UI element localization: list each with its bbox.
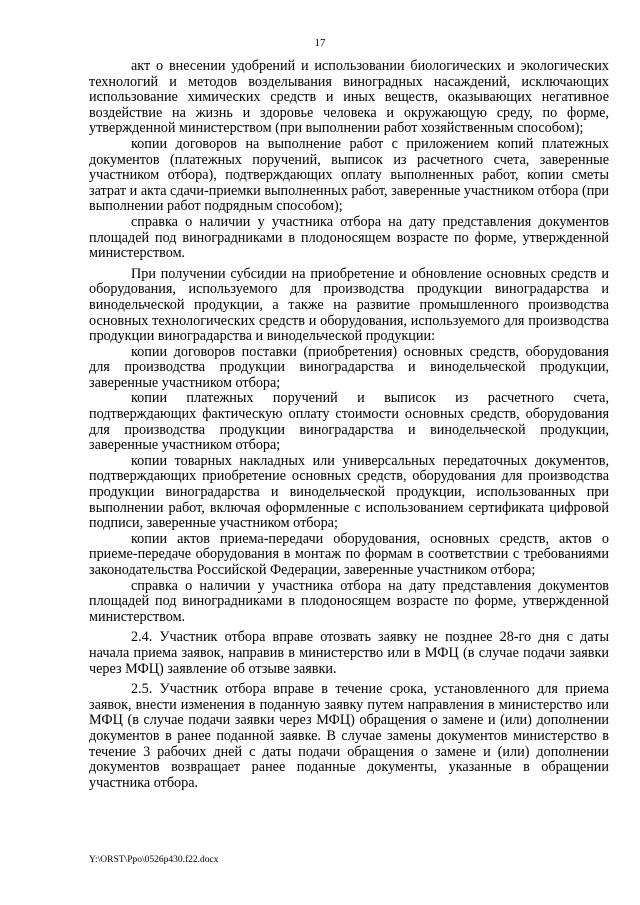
- document-body: [89, 59, 609, 791]
- paragraph-payment-orders: копии платежных поручений и выписок из расчетного счета, подтверждающих фактическую оплату стоимости основных средств, оборудования для производства продукции виноградарства и винодельческой продукции, заверенные участником отбора;: [89, 390, 609, 454]
- footer-file-path: Y:\ORST\Ppo\0526p430.f22.docx: [89, 855, 219, 865]
- paragraph-supply-contracts: копии договоров поставки (приобретения) основных средств, оборудования для производства продукции виноградарства и винодельческой продукции, заверенные участником отбора;: [89, 343, 609, 391]
- paragraph-vineyard-certificate: справка о наличии у участника отбора на дату представления документов площадей под виноградниками в плодоносящем возрасте по форме, утвержденной министерством.: [89, 213, 609, 262]
- paragraph-section-2-5: 2.5. Участник отбора вправе в течение срока, установленного для приема заявок, внести изменения в поданную заявку путем направления в министерство или МФЦ (в случае подачи заявки через МФЦ) обращения о замене и (или) дополнении документов в ранее поданной заявке. В случае замены документов министерство в течение 3 рабочих дней с даты подачи обращения о замене и (или) дополнении документов возвращает ранее поданные документы, указанные в обращении участника отбора.: [89, 681, 609, 791]
- paragraph-subsidy-equipment: При получении субсидии на приобретение и обновление основных средств и оборудования, используемого для производства продукции виноградарства и винодельческой продукции, а также на развитие промышленного производства основных технологических средств и оборудования, используемого для производства продукции виноградарства и винодельческой продукции:: [89, 265, 609, 345]
- paragraph-acceptance-acts: копии актов приема-передачи оборудования, основных средств, актов о приеме-передаче оборудования в монтаж по формам в соответствии с требованиями законодательства Российской Федерации, заверенные участником отбора;: [89, 530, 609, 578]
- paragraph-vineyard-certificate-2: справка о наличии у участника отбора на дату представления документов площадей под виноградниками в плодоносящем возрасте по форме, утвержденной министерством.: [89, 577, 609, 625]
- paragraph-waybills: копии товарных накладных или универсальных передаточных документов, подтверждающих приобретение основных средств, оборудования для производства продукции виноградарства и винодельческой продукции, использованных при выполнении работ, включая оформленные с использованием сертификата цифровой подписи, заверенные участником отбора;: [89, 452, 609, 532]
- page-number: 17: [314, 37, 326, 49]
- paragraph-section-2-4: 2.4. Участник отбора вправе отозвать заявку не позднее 28-го дня с даты начала приема заявок, направив в министерство или в МФЦ (в случае подачи заявки через МФЦ) заявление об отзыве заявки.: [89, 629, 609, 677]
- paragraph-contract-copies: копии договоров на выполнение работ с приложением копий платежных документов (платежных поручений, выписок из расчетного счета, заверенные участником отбора), подтверждающих оплату выполненных работ, копии сметы затрат и акта сдачи-приемки выполненных работ, заверенные участником отбора (при выполнении работ подрядным способом);: [89, 135, 609, 215]
- paragraph-act-fertilizers: акт о внесении удобрений и использовании биологических и экологических технологий и методов возделывания виноградных насаждений, исключающих использование химических средств и иных веществ, оказывающих негативное воздействие на жизнь и здоровье человека и окружающую среду, по форме, утвержденной министерством (при выполнении работ хозяйственным способом);: [89, 58, 609, 137]
